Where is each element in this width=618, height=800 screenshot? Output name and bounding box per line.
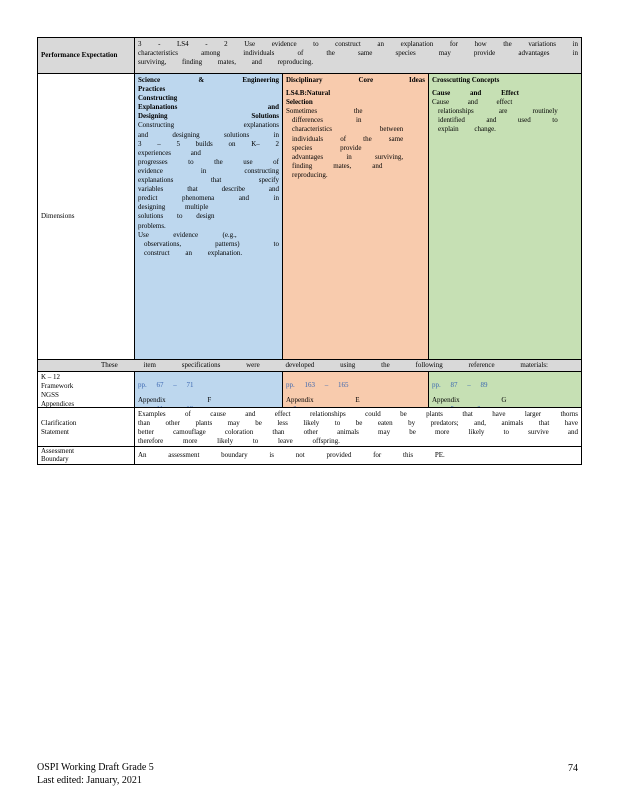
dci-body-line: characteristics between — [292, 125, 404, 134]
dci-body-line: finding mates, and — [292, 161, 383, 170]
sep-title: Science & Engineering — [138, 76, 279, 84]
pe-label: Performance Expectation — [38, 38, 135, 73]
clarification-line: than other plants may be less likely to be eaten by predators; and, animals that have — [138, 419, 578, 428]
dci-column — [283, 74, 429, 359]
clarification-label-line: Clarification — [41, 419, 77, 427]
clarification-line: better camouflage coloration than other animals may be more likely to survive and — [138, 428, 578, 437]
reference-note-row — [38, 360, 581, 372]
sep-subtitle: Explanations and — [138, 103, 279, 112]
dci-subtitle: Selection — [286, 98, 313, 107]
ref-pages: pp. 163 – 165 — [286, 381, 349, 389]
sep-body-line: 3 – 5 builds on K– 2 — [138, 139, 279, 148]
ref-label: Appendices — [41, 400, 75, 407]
ref-label: Framework — [41, 382, 74, 391]
dci-title: Disciplinary Core Ideas — [286, 76, 425, 84]
sep-body-line: Constructing explanations — [138, 121, 279, 130]
sep-title: Practices — [138, 85, 166, 94]
clarification-line: Examples of cause and effect relationships could be plants that have larger thorns — [138, 410, 578, 418]
sep-body-line: and designing solutions in — [138, 130, 279, 139]
pe-line: characteristics among individuals of the same species may provide advantages in — [138, 49, 578, 58]
sep-body-line: Use evidence (e.g., — [138, 230, 237, 239]
ref-label: K – 12 — [41, 373, 61, 381]
ref-pages: pp. 67 – 71 — [138, 381, 194, 389]
dci-body-line: Sometimes the — [286, 107, 363, 116]
clarification-line: therefore more likely to leave offspring. — [138, 437, 340, 446]
sep-subtitle: Designing Solutions — [138, 112, 279, 121]
sep-body-line: explanations that specify — [138, 176, 279, 185]
ccc-title: Crosscutting Concepts — [432, 76, 500, 84]
ref-appendix-pages — [286, 405, 425, 407]
ccc-subtitle: Cause and Effect — [432, 89, 519, 98]
sep-body-line: evidence in constructing — [138, 166, 279, 175]
ccc-body-line: relationships are routinely — [438, 107, 558, 116]
ref-appendix: Appendix F — [138, 396, 212, 405]
footer — [37, 762, 154, 787]
assessment-label-line: Assessment — [41, 447, 75, 455]
dci-body-line: species provide — [292, 143, 362, 152]
dimensions-label: Dimensions — [38, 74, 135, 359]
dci-body-line: advantages in surviving, — [292, 152, 404, 161]
clarification-text — [135, 408, 581, 446]
clarification-row — [38, 408, 581, 447]
reference-note: These item specifications were developed using the following reference materials: — [101, 361, 548, 369]
dci-body-line: reproducing. — [292, 170, 328, 179]
ccc-references — [429, 372, 581, 407]
ref-pages: pp. 87 – 89 — [432, 381, 488, 389]
pe-row — [38, 38, 581, 74]
ref-appendix-pages — [138, 405, 279, 407]
clarification-label-line: Statement — [41, 428, 69, 437]
ref-appendix: Appendix E — [286, 396, 360, 405]
ccc-body-line: explain change. — [438, 125, 496, 134]
sep-body-line: solutions to design — [138, 212, 215, 221]
assessment-row — [38, 447, 581, 465]
ref-appendix: Appendix G — [432, 396, 507, 405]
dci-subtitle: LS4.B:Natural — [286, 89, 331, 98]
ccc-body-line: identified and used to — [438, 116, 558, 125]
references-row — [38, 372, 581, 408]
assessment-label — [38, 447, 135, 465]
sep-column — [135, 74, 283, 359]
assessment-text — [135, 447, 581, 465]
dci-body-line: individuals of the same — [292, 134, 404, 143]
sep-body-line: progresses to the use of — [138, 157, 279, 166]
pe-text — [135, 38, 581, 73]
assessment-text-line: An assessment boundary is not provided for this PE. — [138, 451, 445, 459]
pe-line: 3 - LS4 - 2 Use evidence to construct an explanation for how the variations in — [138, 40, 578, 48]
footer-draft-label: OSPI Working Draft Grade 5 — [37, 762, 154, 773]
ccc-body-line: Cause and effect — [432, 98, 513, 107]
sep-body-line: problems. — [138, 221, 166, 230]
sep-body-line: experiences and — [138, 148, 201, 157]
dci-references — [283, 372, 429, 407]
ref-label: NGSS — [41, 391, 59, 400]
pe-line: surviving, finding mates, and reproducing. — [138, 58, 314, 67]
sep-references — [135, 372, 283, 407]
references-label — [38, 372, 135, 407]
footer-last-edited: Last edited: January, 2021 — [37, 774, 142, 786]
assessment-label-line: Boundary — [41, 455, 69, 464]
clarification-label — [38, 408, 135, 446]
sep-body-line: observations, patterns) to — [144, 239, 279, 248]
sep-body-line: variables that describe and — [138, 185, 279, 194]
ccc-column — [429, 74, 581, 359]
ref-appendix-pages — [432, 405, 578, 407]
sep-body-line: predict phenomena and in — [138, 194, 279, 203]
pe-table — [37, 37, 582, 465]
page-number: 74 — [568, 763, 578, 774]
sep-body-line: construct an explanation. — [144, 248, 243, 257]
dimensions-row — [38, 74, 581, 360]
sep-body-line: designing multiple — [138, 203, 209, 212]
dci-body-line: differences in — [292, 116, 362, 125]
sep-subtitle: Constructing — [138, 94, 178, 103]
